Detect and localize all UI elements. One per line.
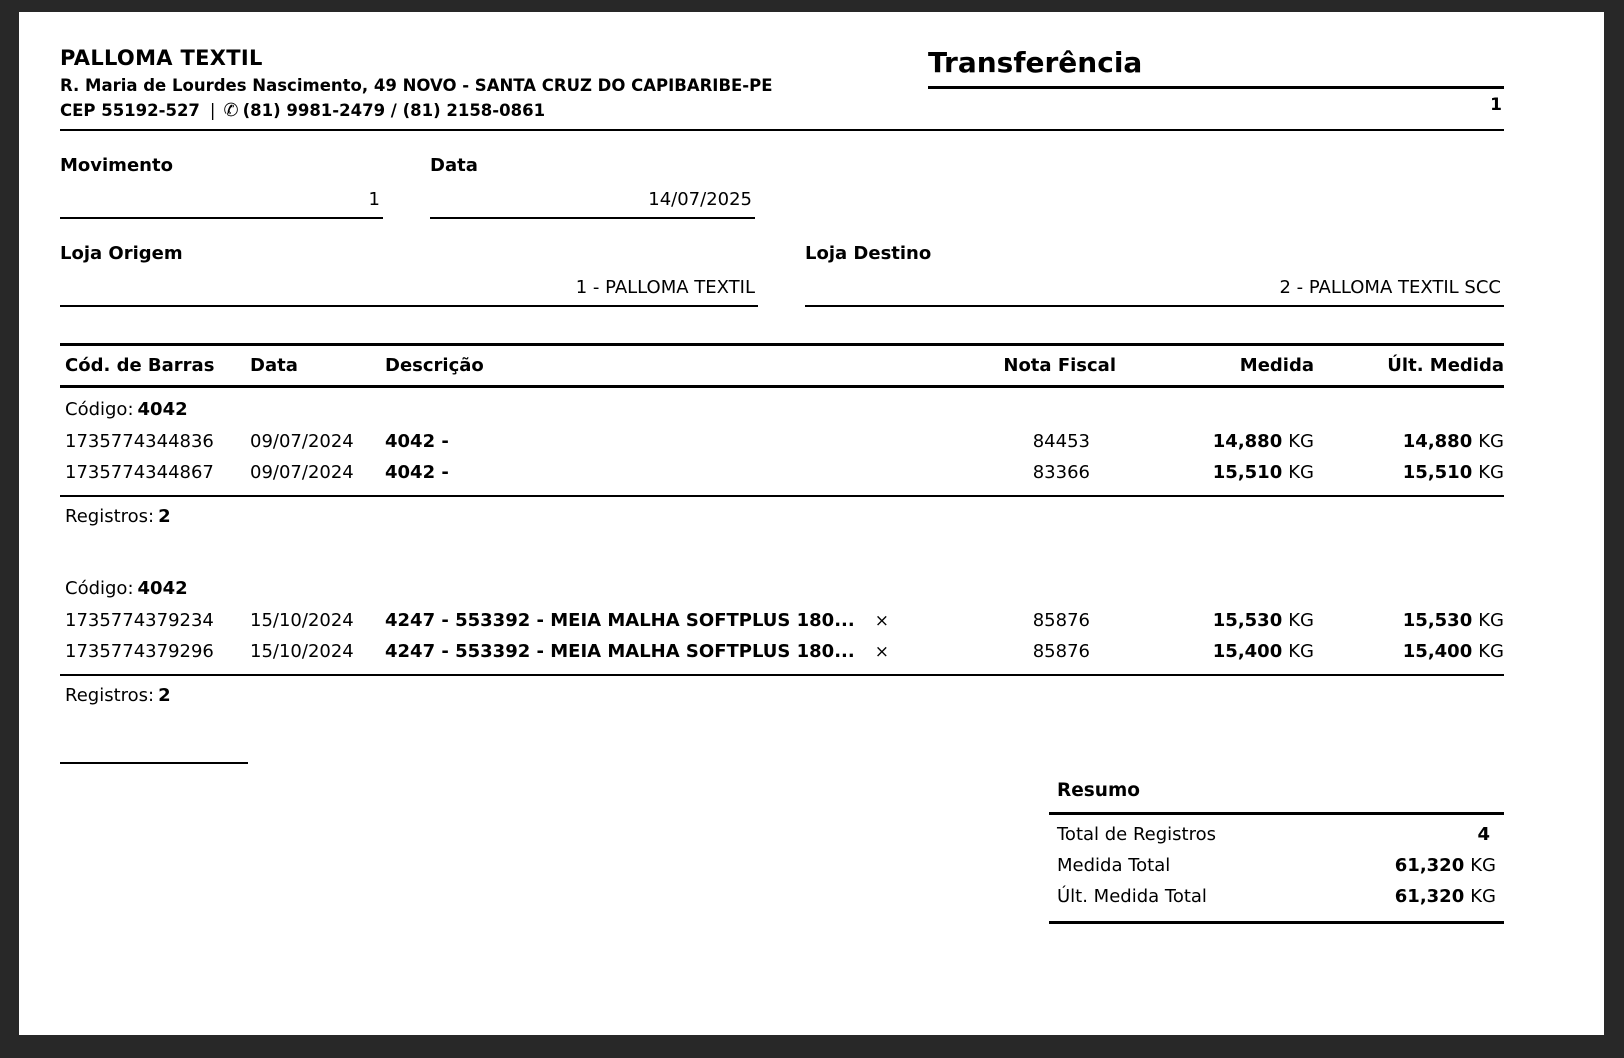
company-name: PALLOMA TEXTIL — [60, 46, 263, 70]
group-registros — [60, 676, 1504, 706]
company-block — [60, 46, 773, 121]
registros-value: 2 — [158, 685, 171, 706]
resumo-title: Resumo — [1049, 772, 1504, 815]
cell-barcode: 1735774379234 — [65, 610, 214, 631]
resumo-body — [1049, 815, 1504, 924]
registros-label: Registros: — [65, 685, 155, 706]
cell-last-measure: 15,400 KG — [1402, 641, 1504, 662]
resumo-label: Medida Total — [1057, 855, 1171, 876]
report-content — [19, 12, 1604, 924]
cell-last-measure: 15,530 KG — [1402, 610, 1504, 631]
cell-date: 15/10/2024 — [250, 610, 354, 631]
col-header-invoice: Nota Fiscal — [1003, 355, 1116, 376]
cell-invoice: 83366 — [1032, 462, 1090, 483]
field-loja-origem — [60, 243, 758, 307]
group-registros — [60, 497, 1504, 527]
page-number: 1 — [1490, 95, 1502, 115]
cell-measure: 15,530 KG — [1212, 610, 1314, 631]
cell-date: 09/07/2024 — [250, 462, 354, 483]
cell-date: 15/10/2024 — [250, 641, 354, 662]
report-header — [60, 46, 1504, 121]
loja-origem-value: 1 - PALLOMA TEXTIL — [60, 264, 758, 307]
cell-description: 4247 - 553392 - MEIA MALHA SOFTPLUS 180... — [385, 641, 855, 662]
company-cep: CEP 55192-527 — [60, 101, 200, 120]
group-code-line — [60, 567, 1504, 605]
cell-barcode: 1735774344867 — [65, 462, 214, 483]
title-block — [928, 46, 1504, 115]
col-header-date: Data — [250, 355, 298, 376]
report-page — [19, 12, 1604, 1035]
resumo-box — [1049, 772, 1504, 924]
resumo-value: 61,320 KG — [1394, 855, 1496, 876]
cell-measure: 14,880 KG — [1212, 431, 1314, 452]
separator-bar: | — [209, 101, 216, 120]
resumo-row — [1049, 850, 1504, 881]
cell-date: 09/07/2024 — [250, 431, 354, 452]
resumo-label: Total de Registros — [1057, 824, 1217, 845]
col-header-measure: Medida — [1239, 355, 1314, 376]
col-header-last-measure: Últ. Medida — [1387, 355, 1504, 376]
resumo-value: 4 — [1477, 824, 1490, 845]
resumo-row — [1049, 819, 1504, 850]
field-data — [430, 155, 755, 219]
company-contact — [60, 100, 773, 121]
company-phones: (81) 9981-2479 / (81) 2158-0861 — [242, 101, 546, 120]
data-label: Data — [430, 155, 478, 176]
field-movimento — [60, 155, 383, 219]
group-code-value: 4042 — [137, 578, 188, 599]
movimento-label: Movimento — [60, 155, 173, 176]
table-group-2 — [60, 567, 1504, 706]
report-title: Transferência — [928, 46, 1504, 89]
cell-measure: 15,400 KG — [1212, 641, 1314, 662]
cell-last-measure: 15,510 KG — [1402, 462, 1504, 483]
cell-invoice: 85876 — [1032, 641, 1090, 662]
group-code-label: Código: — [65, 399, 134, 420]
group-code-line — [60, 388, 1504, 426]
cell-description: 4042 - — [385, 431, 449, 452]
company-address: R. Maria de Lourdes Nascimento, 49 NOVO - SANTA CRUZ DO CAPIBARIBE-PE — [60, 76, 773, 95]
cell-barcode: 1735774379296 — [65, 641, 214, 662]
resumo-value: 61,320 KG — [1394, 886, 1496, 907]
data-value: 14/07/2025 — [430, 176, 755, 219]
loja-destino-label: Loja Destino — [805, 243, 932, 264]
phone-icon: ✆ — [223, 100, 239, 121]
cell-barcode: 1735774344836 — [65, 431, 214, 452]
group-code-value: 4042 — [137, 399, 188, 420]
table-header — [60, 343, 1504, 388]
col-header-barcode: Cód. de Barras — [65, 355, 215, 376]
signature-line — [60, 762, 248, 764]
cell-invoice: 85876 — [1032, 610, 1090, 631]
table-row — [60, 636, 1504, 667]
movimento-value: 1 — [60, 176, 383, 219]
field-loja-destino — [805, 243, 1504, 307]
cell-description: 4042 - — [385, 462, 449, 483]
table-row — [60, 426, 1504, 457]
table-row — [60, 457, 1504, 488]
table-group-1 — [60, 388, 1504, 527]
loja-destino-value: 2 - PALLOMA TEXTIL SCC — [805, 264, 1504, 307]
loja-origem-label: Loja Origem — [60, 243, 183, 264]
col-header-description: Descrição — [385, 355, 484, 376]
fields-row-1 — [60, 155, 1504, 219]
group-code-label: Código: — [65, 578, 134, 599]
header-divider — [60, 129, 1504, 131]
fields-row-2 — [60, 243, 1504, 307]
cell-measure: 15,510 KG — [1212, 462, 1314, 483]
row-marker-icon: × — [874, 611, 889, 631]
cell-description: 4247 - 553392 - MEIA MALHA SOFTPLUS 180... — [385, 610, 855, 631]
registros-label: Registros: — [65, 506, 155, 527]
resumo-label: Últ. Medida Total — [1057, 886, 1207, 907]
table-row — [60, 605, 1504, 636]
cell-invoice: 84453 — [1032, 431, 1090, 452]
registros-value: 2 — [158, 506, 171, 527]
resumo-row — [1049, 881, 1504, 912]
row-marker-icon: × — [874, 642, 889, 662]
cell-last-measure: 14,880 KG — [1402, 431, 1504, 452]
